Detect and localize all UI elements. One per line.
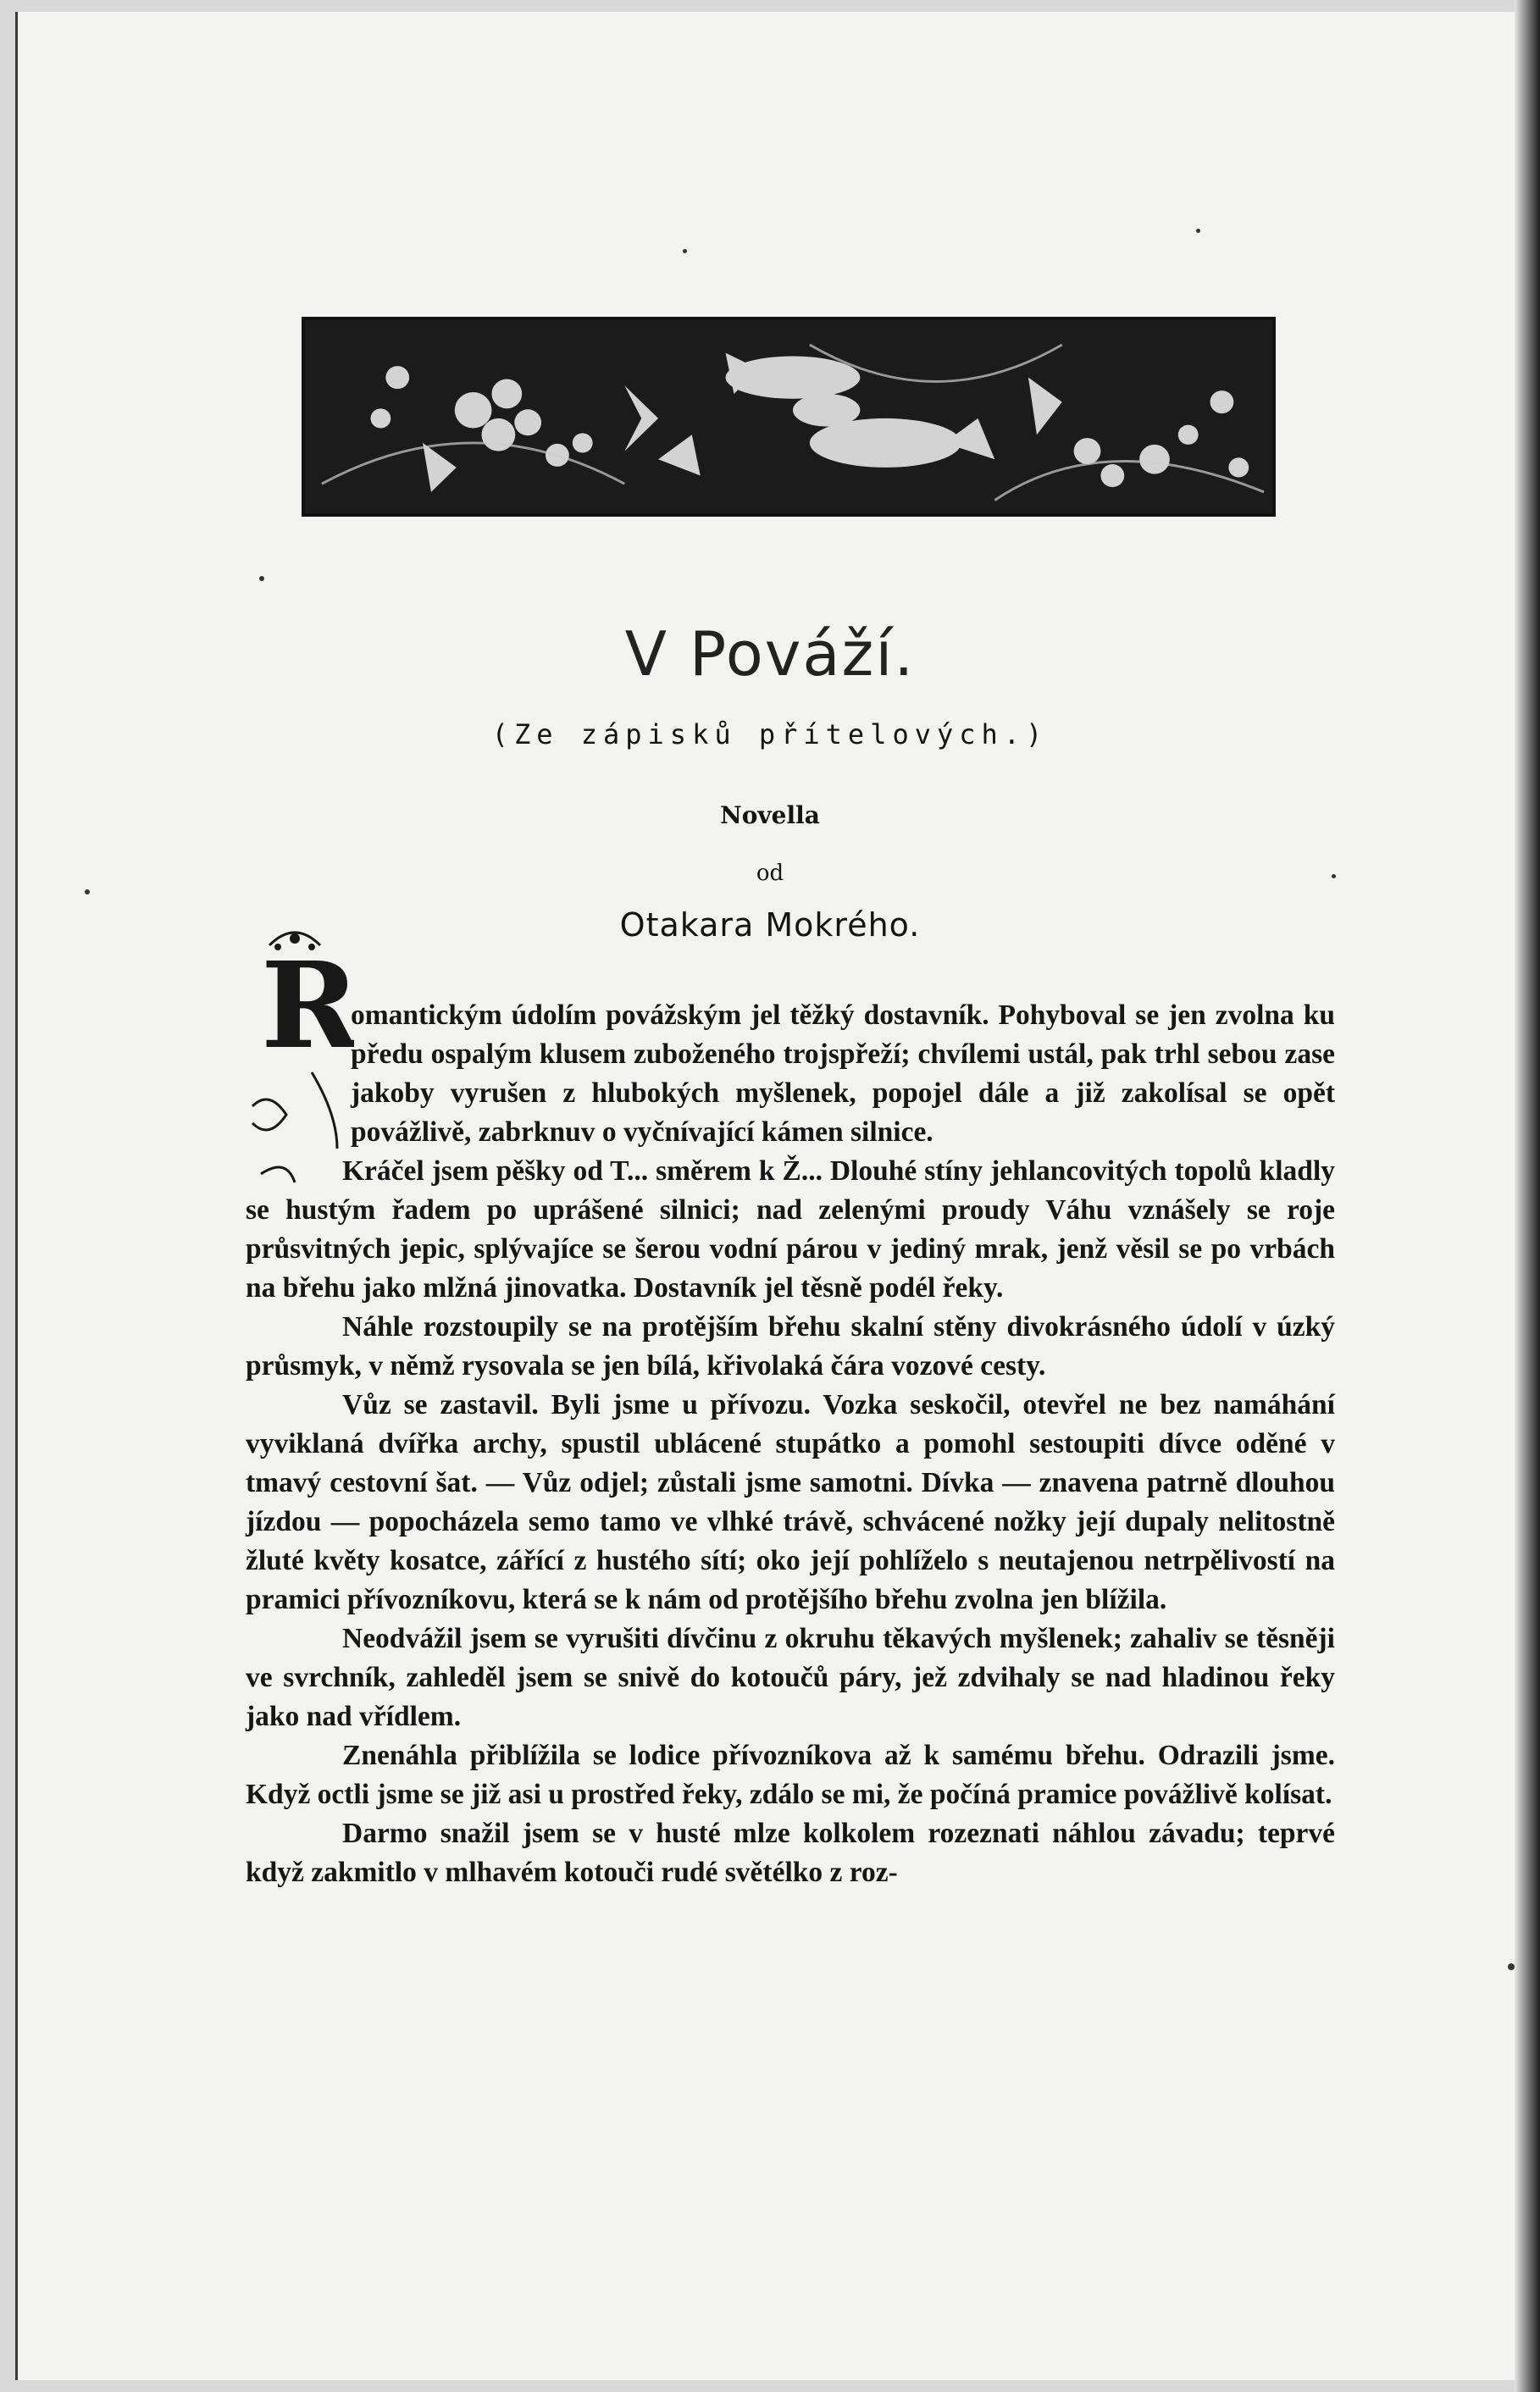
- story-subtitle: (Ze zápisků přítelových.): [491, 718, 1049, 750]
- paragraph: Náhle rozstoupily se na protějším břehu skalní stěny divokrásného údolí v úzký průsmyk, v němž rysovala se jen bílá, křivolaká čára vozové cesty.: [246, 1311, 1335, 1381]
- print-speck: [1332, 874, 1336, 878]
- paragraph: Vůz se zastavil. Byli jsme u přívozu. Vozka seskočil, otevřel ne bez namáhání vyviklaná dvířka archy, spustil ublácené stupátko a pomohl sestoupiti dívce oděné v tmavý cestovní šat. — Vůz odjel; zůstali jsme samotni. Dívka — znavena patrně dlouhou jízdou — popocházela semo tamo ve vlhké trávě, schvácené nožky její dupaly nelitostně žluté květy kosatce, zářící z hustého sítí; oko její pohlíželo s neutajenou netrpělivostí na pramici přívozníkovu, která se k nám od protějšího břehu zvolna jen blížila.: [246, 1389, 1335, 1615]
- author-name: Otakara Mokrého.: [619, 906, 921, 944]
- headpiece-illustration: [302, 317, 1276, 517]
- paragraph: Darmo snažil jsem se v husté mlze kolkolem rozeznati náhlou závadu; teprvé když zakmitlo v mlhavém kotouči rudé světélko z roz-: [246, 1818, 1335, 1888]
- paragraph: Neodvážil jsem se vyrušiti dívčinu z okruhu těkavých myšlenek; zahaliv se těsněji ve svrchník, zahleděl jsem se snivě do kotoučů páry, jež zdvihaly se nad hladinou řeky jako nad vřídlem.: [246, 1623, 1335, 1732]
- paragraph: Znenáhla přiblížila se lodice přívozníkova až k samému břehu. Odrazili jsme. Když octli jsme se již asi u prostřed řeky, zdálo se mi, že počíná pramice povážlivě kolísat.: [246, 1740, 1335, 1810]
- dropcap-letter: R: [261, 937, 354, 1076]
- print-speck: [1196, 229, 1200, 233]
- print-speck: [1508, 1963, 1515, 1970]
- print-speck: [259, 576, 264, 581]
- paragraph: omantickým údolím povážským jel těžký dostavník. Pohyboval se jen zvolna ku předu ospalým klusem zuboženého trojspřeží; chvílemi ustál, pak trhl sebou zase jakoby vyrušen z hlubokých myšlenek, popojel dále a již zakolísal se opět povážlivě, zabrknuv o vyčnívající kámen silnice.: [351, 999, 1335, 1148]
- paragraph: Kráčel jsem pěšky od T... směrem k Ž... Dlouhé stíny jehlancovitých topolů kladly se hustým řadem po uprášené silnici; nad zelenými proudy Váhu vznášely se roje průsvitných jepic, splývajíce se šerou vodní párou v jediný mrak, jenž věsil se po vrbách na břehu jako mlžná jinovatka. Dostavník jel těsně podél řeky.: [246, 1155, 1335, 1304]
- print-speck: [683, 249, 687, 253]
- page-edge-shadow: [1515, 0, 1540, 2392]
- story-body: [246, 996, 1335, 1892]
- author-preposition: od: [756, 861, 784, 886]
- print-speck: [85, 889, 90, 894]
- story-title: V Pováží.: [624, 618, 916, 689]
- genre-label: Novella: [720, 801, 820, 829]
